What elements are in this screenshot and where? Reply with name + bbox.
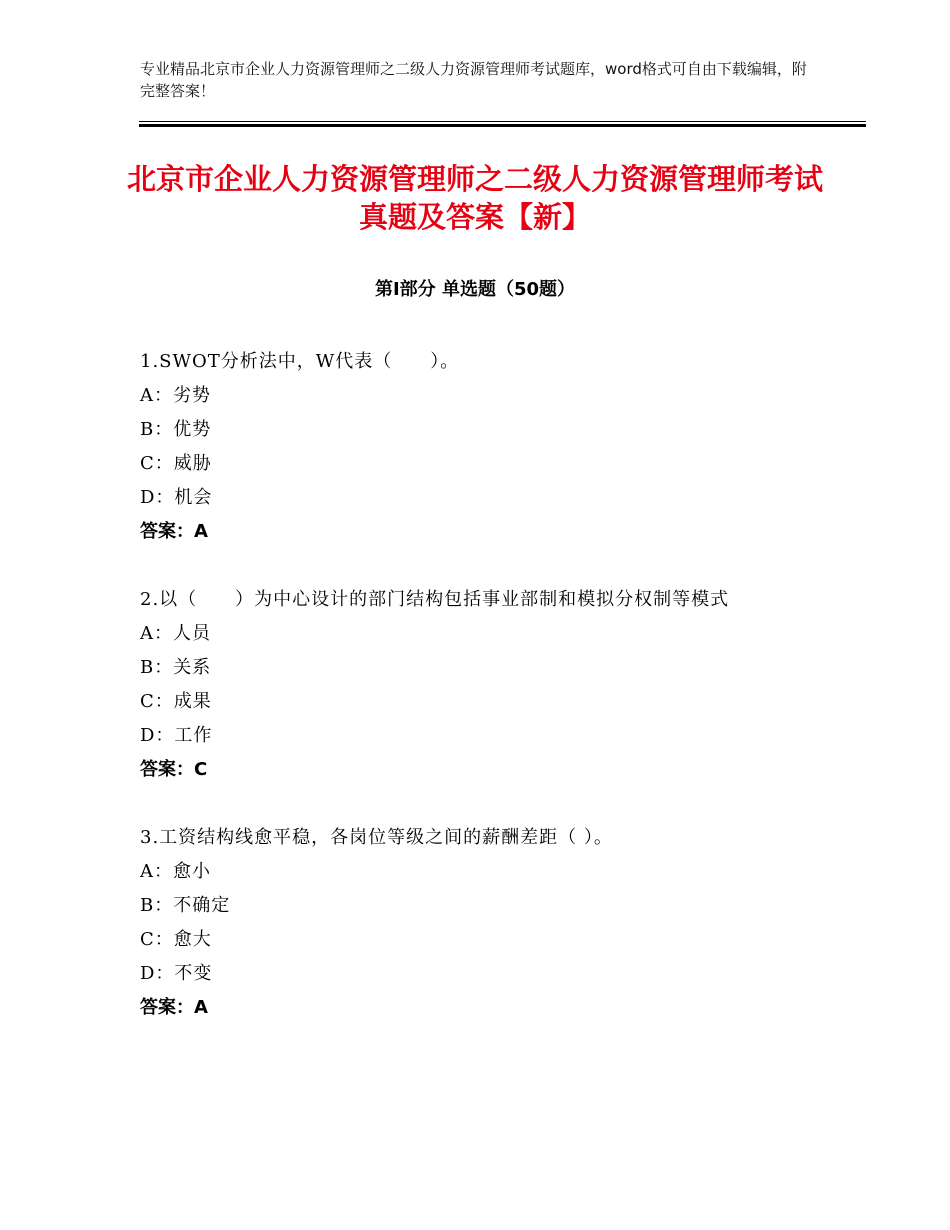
- question-stem: 2.以（ ）为中心设计的部门结构包括事业部制和模拟分权制等模式: [140, 589, 730, 610]
- answer-line: 答案：A: [140, 521, 208, 542]
- question-2: [140, 583, 820, 787]
- answer-line: 答案：A: [140, 997, 208, 1018]
- header-rule-thin: [139, 121, 866, 122]
- option-d: D：工作: [140, 725, 213, 746]
- question-stem: 1.SWOT分析法中，W代表（ ）。: [140, 351, 460, 372]
- option-c: C：愈大: [140, 929, 212, 950]
- question-list: [140, 345, 820, 1059]
- section-heading: 第Ⅰ部分 单选题（50题）: [374, 279, 575, 300]
- option-b: B：不确定: [140, 895, 231, 916]
- option-a: A：劣势: [140, 385, 211, 406]
- option-d: D：不变: [140, 963, 213, 984]
- option-b: B：优势: [140, 419, 212, 440]
- question-1: [140, 345, 820, 549]
- option-a: A：人员: [140, 623, 211, 644]
- option-c: C：威胁: [140, 453, 212, 474]
- question-3: [140, 821, 820, 1025]
- header-rule-thick: [139, 124, 866, 127]
- option-c: C：成果: [140, 691, 212, 712]
- document-title: 北京市企业人力资源管理师之二级人力资源管理师考试真题及答案【新】: [126, 162, 823, 234]
- option-a: A：愈小: [140, 861, 211, 882]
- question-stem: 3.工资结构线愈平稳，各岗位等级之间的薪酬差距（ ）。: [140, 827, 613, 848]
- option-d: D：机会: [140, 487, 213, 508]
- page-header-note: 专业精品北京市企业人力资源管理师之二级人力资源管理师考试题库，word格式可自由下载编辑，附完整答案！: [140, 60, 807, 100]
- answer-line: 答案：C: [140, 759, 208, 780]
- option-b: B：关系: [140, 657, 212, 678]
